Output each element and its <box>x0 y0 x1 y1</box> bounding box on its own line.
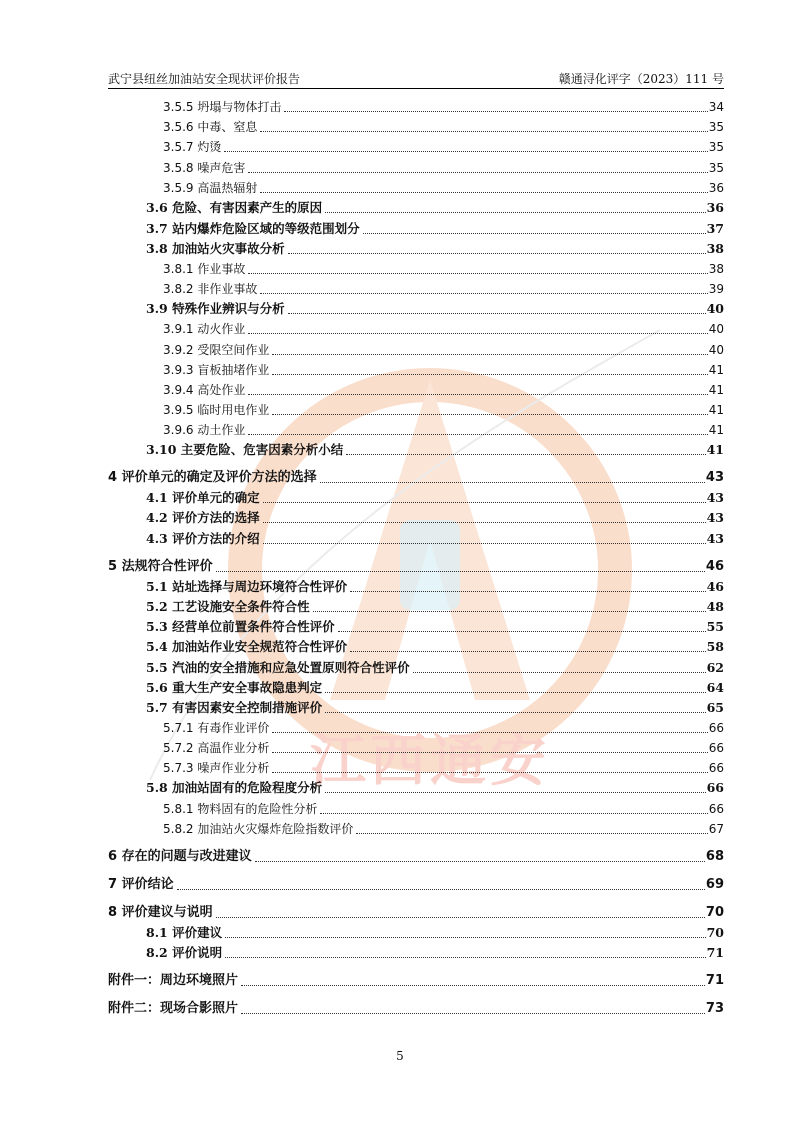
toc-entry-page: 55 <box>706 619 724 634</box>
toc-entry-page: 40 <box>706 301 724 316</box>
toc-entry-page: 70 <box>706 925 724 940</box>
toc-dot-leader <box>263 543 706 544</box>
toc-dot-leader <box>255 861 705 862</box>
toc-entry[interactable] <box>163 321 724 337</box>
toc-dot-leader <box>356 833 707 834</box>
toc-entry-page: 48 <box>706 599 724 614</box>
toc-entry[interactable] <box>163 362 724 378</box>
toc-entry-page: 41 <box>708 363 724 377</box>
toc-dot-leader <box>272 414 707 415</box>
toc-entry[interactable] <box>163 720 724 736</box>
toc-dot-leader <box>241 1013 705 1014</box>
toc-dot-leader <box>216 571 705 572</box>
toc-entry-page: 71 <box>706 945 724 960</box>
toc-dot-leader <box>350 651 705 652</box>
toc-entry-page: 69 <box>705 877 724 892</box>
toc-entry-title: 5.7.1 有毒作业评价 <box>163 721 270 735</box>
toc-entry-title: 5.1 站址选择与周边环境符合性评价 <box>146 579 348 594</box>
toc-entry-title: 3.9.2 受限空间作业 <box>163 343 270 357</box>
toc-entry-title: 3.6 危险、有害因素产生的原因 <box>146 200 323 215</box>
toc-entry-page: 70 <box>705 905 724 920</box>
header-report-number: 赣通浔化评字（2023）111 号 <box>558 72 724 86</box>
toc-entry-title: 8.2 评价说明 <box>146 945 223 960</box>
toc-entry[interactable] <box>146 599 724 615</box>
toc-entry-page: 67 <box>708 822 724 836</box>
toc-entry-title: 附件一：周边环境照片 <box>108 973 239 988</box>
toc-entry-page: 35 <box>708 140 724 154</box>
toc-entry[interactable] <box>146 442 724 458</box>
toc-entry-page: 37 <box>706 221 724 236</box>
toc-entry-page: 62 <box>706 660 724 675</box>
toc-entry-page: 46 <box>705 559 724 574</box>
toc-dot-leader <box>325 212 705 213</box>
toc-entry[interactable] <box>163 760 724 776</box>
toc-entry-page: 38 <box>706 241 724 256</box>
toc-dot-leader <box>272 354 707 355</box>
toc-entry-page: 66 <box>708 802 724 816</box>
toc-entry-title: 3.8.1 作业事故 <box>163 262 246 276</box>
toc-entry[interactable] <box>146 510 724 526</box>
toc-dot-leader <box>272 752 707 753</box>
toc-entry-title: 5.8 加油站固有的危险程度分析 <box>146 780 323 795</box>
toc-entry-title: 4 评价单元的确定及评价方法的选择 <box>108 470 317 485</box>
toc-dot-leader <box>248 394 707 395</box>
toc-entry-page: 34 <box>708 100 724 114</box>
toc-dot-leader <box>320 482 705 483</box>
toc-entry-page: 43 <box>706 510 724 525</box>
toc-entry-title: 5 法规符合性评价 <box>108 559 213 574</box>
toc-entry-page: 58 <box>706 639 724 654</box>
toc-entry-title: 3.5.8 噪声危害 <box>163 161 246 175</box>
toc-entry-title: 附件二：现场合影照片 <box>108 1001 239 1016</box>
toc-entry[interactable] <box>108 559 724 575</box>
toc-dot-leader <box>272 772 707 773</box>
toc-dot-leader <box>241 985 705 986</box>
toc-entry-page: 68 <box>705 849 724 864</box>
toc-entry[interactable] <box>163 119 724 135</box>
toc-dot-leader <box>216 917 705 918</box>
toc-entry-page: 66 <box>706 780 724 795</box>
toc-dot-leader <box>350 591 705 592</box>
toc-entry[interactable] <box>163 402 724 418</box>
toc-entry-title: 8 评价建议与说明 <box>108 905 213 920</box>
toc-entry[interactable] <box>146 680 724 696</box>
toc-dot-leader <box>288 313 706 314</box>
toc-entry[interactable] <box>146 301 724 317</box>
toc-dot-leader <box>248 434 707 435</box>
toc-entry[interactable] <box>163 180 724 196</box>
toc-entry-title: 6 存在的问题与改进建议 <box>108 849 252 864</box>
toc-entry[interactable] <box>146 579 724 595</box>
toc-dot-leader <box>248 172 707 173</box>
toc-dot-leader <box>338 631 706 632</box>
toc-entry-page: 65 <box>706 700 724 715</box>
toc-entry[interactable] <box>163 160 724 176</box>
toc-entry-title: 3.9.4 高处作业 <box>163 383 246 397</box>
toc-entry-title: 4.3 评价方法的介绍 <box>146 531 260 546</box>
toc-entry-title: 3.9.1 动火作业 <box>163 322 246 336</box>
toc-entry[interactable] <box>146 660 724 676</box>
toc-dot-leader <box>224 151 707 152</box>
toc-entry[interactable] <box>108 849 724 865</box>
toc-entry-page: 41 <box>708 383 724 397</box>
toc-entry-page: 38 <box>708 262 724 276</box>
toc-entry[interactable] <box>163 422 724 438</box>
toc-entry-page: 40 <box>708 322 724 336</box>
toc-entry-title: 5.4 加油站作业安全规范符合性评价 <box>146 639 348 654</box>
toc-entry[interactable] <box>163 139 724 155</box>
toc-entry-page: 41 <box>706 442 724 457</box>
toc-entry-title: 3.9 特殊作业辨识与分析 <box>146 301 285 316</box>
toc-entry[interactable] <box>146 619 724 635</box>
toc-entry-title: 3.5.7 灼烫 <box>163 140 222 154</box>
toc-dot-leader <box>284 111 707 112</box>
toc-entry-title: 7 评价结论 <box>108 877 174 892</box>
toc-entry-page: 46 <box>706 579 724 594</box>
toc-entry[interactable] <box>146 200 724 216</box>
toc-entry-page: 39 <box>708 282 724 296</box>
toc-entry-title: 3.10 主要危险、危害因素分析小结 <box>146 442 344 457</box>
toc-entry[interactable] <box>108 973 724 989</box>
toc-entry-title: 3.5.5 坍塌与物体打击 <box>163 100 282 114</box>
toc-entry-title: 5.7.2 高温作业分析 <box>163 741 270 755</box>
toc-entry-title: 3.5.9 高温热辐射 <box>163 181 258 195</box>
toc-entry-page: 66 <box>708 741 724 755</box>
toc-entry[interactable] <box>146 490 724 506</box>
toc-entry-page: 41 <box>708 423 724 437</box>
toc-entry[interactable] <box>163 342 724 358</box>
toc-entry-title: 5.8.1 物料固有的危险性分析 <box>163 802 318 816</box>
toc-dot-leader <box>263 502 706 503</box>
toc-entry-page: 41 <box>708 403 724 417</box>
toc-dot-leader <box>225 957 705 958</box>
toc-dot-leader <box>260 192 707 193</box>
toc-entry[interactable] <box>163 821 724 837</box>
toc-dot-leader <box>363 233 706 234</box>
toc-dot-leader <box>325 712 705 713</box>
page-number: 5 <box>396 1049 404 1063</box>
toc-entry-title: 3.5.6 中毒、窒息 <box>163 120 258 134</box>
toc-entry[interactable] <box>163 99 724 115</box>
toc-entry-title: 4.1 评价单元的确定 <box>146 490 260 505</box>
toc-dot-leader <box>272 732 707 733</box>
toc-entry[interactable] <box>108 877 724 893</box>
toc-entry[interactable] <box>163 801 724 817</box>
toc-entry[interactable] <box>163 740 724 756</box>
header-report-title: 武宁县纽丝加油站安全现状评价报告 <box>108 72 301 86</box>
toc-entry-page: 43 <box>706 531 724 546</box>
toc-entry-page: 40 <box>708 343 724 357</box>
toc-entry-title: 3.8.2 非作业事故 <box>163 282 258 296</box>
toc-entry[interactable] <box>108 1001 724 1017</box>
toc-entry[interactable] <box>146 945 724 961</box>
toc-dot-leader <box>177 889 705 890</box>
toc-dot-leader <box>413 672 706 673</box>
toc-entry-page: 35 <box>708 120 724 134</box>
toc-entry[interactable] <box>163 382 724 398</box>
toc-entry[interactable] <box>146 700 724 716</box>
toc-entry-title: 3.8 加油站火灾事故分析 <box>146 241 285 256</box>
toc-entry[interactable] <box>108 470 724 486</box>
toc-entry-page: 66 <box>708 721 724 735</box>
toc-dot-leader <box>325 792 705 793</box>
toc-entry-title: 3.9.3 盲板抽堵作业 <box>163 363 270 377</box>
toc-entry-page: 43 <box>705 470 724 485</box>
toc-entry[interactable] <box>163 261 724 277</box>
toc-dot-leader <box>288 253 706 254</box>
toc-entry-page: 43 <box>706 490 724 505</box>
toc-dot-leader <box>260 131 707 132</box>
toc-dot-leader <box>248 273 707 274</box>
toc-dot-leader <box>263 522 706 523</box>
toc-entry[interactable] <box>108 905 724 921</box>
toc-entry-title: 5.8.2 加油站火灾爆炸危险指数评价 <box>163 822 354 836</box>
toc-entry[interactable] <box>146 241 724 257</box>
toc-dot-leader <box>248 333 707 334</box>
toc-dot-leader <box>320 813 707 814</box>
toc-dot-leader <box>260 293 707 294</box>
watermark-text: 江西通安 <box>310 729 550 794</box>
toc-entry-page: 71 <box>705 973 724 988</box>
toc-entry-page: 73 <box>705 1001 724 1016</box>
toc-entry[interactable] <box>146 639 724 655</box>
toc-dot-leader <box>346 454 705 455</box>
toc-entry-page: 36 <box>706 200 724 215</box>
toc-entry[interactable] <box>163 281 724 297</box>
toc-entry-title: 5.3 经营单位前置条件符合性评价 <box>146 619 335 634</box>
toc-entry-page: 64 <box>706 680 724 695</box>
toc-entry-title: 8.1 评价建议 <box>146 925 223 940</box>
toc-entry[interactable] <box>146 221 724 237</box>
toc-entry[interactable] <box>146 780 724 796</box>
toc-dot-leader <box>325 692 705 693</box>
toc-entry-page: 36 <box>708 181 724 195</box>
toc-entry-title: 3.7 站内爆炸危险区域的等级范围划分 <box>146 221 360 236</box>
toc-entry[interactable] <box>146 531 724 547</box>
toc-entry-title: 3.9.5 临时用电作业 <box>163 403 270 417</box>
toc-entry-title: 3.9.6 动土作业 <box>163 423 246 437</box>
toc-entry-title: 5.6 重大生产安全事故隐患判定 <box>146 680 323 695</box>
toc-entry-title: 5.7.3 噪声作业分析 <box>163 761 270 775</box>
toc-entry-title: 4.2 评价方法的选择 <box>146 510 260 525</box>
toc-entry[interactable] <box>146 925 724 941</box>
toc-entry-page: 35 <box>708 161 724 175</box>
toc-entry-title: 5.2 工艺设施安全条件符合性 <box>146 599 310 614</box>
toc-dot-leader <box>272 374 707 375</box>
toc-entry-title: 5.5 汽油的安全措施和应急处置原则符合性评价 <box>146 660 410 675</box>
toc-entry-page: 66 <box>708 761 724 775</box>
toc-dot-leader <box>225 937 705 938</box>
toc-entry-title: 5.7 有害因素安全控制措施评价 <box>146 700 323 715</box>
toc-dot-leader <box>313 611 706 612</box>
